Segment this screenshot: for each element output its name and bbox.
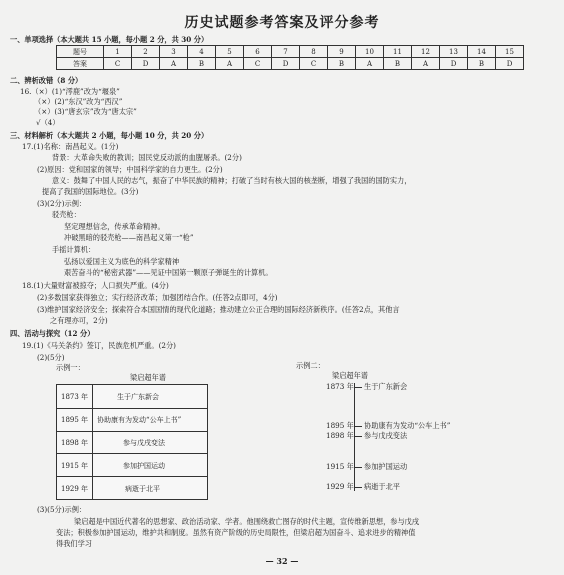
chronicle-year: 1915 年 xyxy=(61,462,89,470)
example-1-label: 示例一： xyxy=(56,363,85,372)
answer-line: 18.(1)大量财富被掠夺；人口损失严重。(4分) xyxy=(22,281,169,290)
timeline-tick xyxy=(354,487,362,488)
row-divider xyxy=(57,408,207,409)
chronicle-event: 参加护国运动 xyxy=(123,462,165,470)
question-number: 4 xyxy=(188,46,216,58)
answer-line: (2)多数国家获得独立；实行经济改革；加强团结合作。(任答2点即可，4分) xyxy=(37,293,278,302)
row-divider xyxy=(57,476,207,477)
question-number: 2 xyxy=(132,46,160,58)
question-number: 10 xyxy=(356,46,384,58)
answer-cell: C xyxy=(104,58,132,70)
answer-cell: B xyxy=(328,58,356,70)
answer-line: 艰苦奋斗的“秘密武器”——见证中国第一颗原子弹诞生的计算机。 xyxy=(64,268,273,277)
row-divider xyxy=(57,431,207,432)
question-number: 5 xyxy=(216,46,244,58)
question-number: 11 xyxy=(384,46,412,58)
timeline-year: 1929 年 xyxy=(326,482,354,491)
question-number: 3 xyxy=(160,46,188,58)
timeline-tick xyxy=(354,467,362,468)
answer-line: (3)维护国家经济安全；探索符合本国国情的现代化道路；推动建立公正合理的国际经济新秩序。(任答2点，其他言 xyxy=(37,305,400,314)
answer-line: (2)(5分) xyxy=(37,353,65,362)
timeline-year: 1873 年 xyxy=(326,382,354,391)
chronicle-year: 1898 年 xyxy=(61,439,89,447)
correction-line: 16.（×）(1)“澪鹿”改为“堰泉” xyxy=(20,87,120,96)
answer-line: 冲破黑暗的驳壳枪——南昌起义第一“枪” xyxy=(64,233,194,242)
answer-table-header-row xyxy=(57,46,524,58)
answer-cell: A xyxy=(216,58,244,70)
answer-cell: D xyxy=(132,58,160,70)
question-number: 8 xyxy=(300,46,328,58)
column-divider xyxy=(92,385,93,499)
answer-line: (2)原因：党和国家的领导；中国科学家的自力更生。(2分) xyxy=(37,165,223,174)
answer-line: 背景：大革命失败的教训；国民党反动派的血腥屠杀。(2分) xyxy=(52,153,242,162)
answer-cell: A xyxy=(412,58,440,70)
question-number: 15 xyxy=(496,46,524,58)
table-header-label: 题号 xyxy=(57,46,104,58)
page-title: 历史试题参考答案及评分参考 xyxy=(184,15,380,31)
answer-line: 弘扬以爱国主义为底色的科学家精神 xyxy=(64,257,180,266)
answer-line: (3)(2分)示例： xyxy=(37,199,87,208)
example-1-chronicle-box xyxy=(56,384,208,500)
answer-cell: C xyxy=(300,58,328,70)
chronicle-event: 协助康有为发动“公车上书” xyxy=(97,416,182,424)
answer-table-answer-row xyxy=(57,58,524,70)
answer-line: 19.(1)《马关条约》签订，民族危机严重。(2分) xyxy=(22,341,176,350)
example-2-title: 梁启超年谱 xyxy=(332,371,368,380)
chronicle-event: 参与戊戌变法 xyxy=(123,439,165,447)
chronicle-event: 病逝于北平 xyxy=(125,485,160,493)
timeline-event: 协助康有为发动“公车上书” xyxy=(364,421,451,430)
answer-line: 梁启超是中国近代著名的思想家、政治活动家、学者。他围绕救亡图存的时代主题，宣传维新思想，参与戊戌 xyxy=(74,517,420,526)
answer-cell: B xyxy=(188,58,216,70)
question-number: 7 xyxy=(272,46,300,58)
timeline-event: 病逝于北平 xyxy=(364,482,400,491)
timeline-axis xyxy=(354,383,355,491)
answer-cell: A xyxy=(356,58,384,70)
answer-cell: B xyxy=(384,58,412,70)
section-1-heading: 一、单项选择（本大题共 15 小题，每小题 2 分，共 30 分） xyxy=(10,35,209,44)
timeline-event: 参加护国运动 xyxy=(364,462,408,471)
example-2-label: 示例二： xyxy=(296,361,325,370)
answer-line: 提高了我国的国际地位。(3分) xyxy=(42,187,139,196)
answer-cell: D xyxy=(272,58,300,70)
section-2-heading: 二、辨析改错（8 分） xyxy=(10,76,83,85)
answer-line: (3)(5分)示例： xyxy=(37,505,87,514)
answer-line: 坚定理想信念，传承革命精神。 xyxy=(64,222,165,231)
answer-line: 之有理亦可，2分) xyxy=(50,316,108,325)
answer-cell: A xyxy=(160,58,188,70)
question-number: 1 xyxy=(104,46,132,58)
timeline-year: 1895 年 xyxy=(326,421,354,430)
question-number: 14 xyxy=(468,46,496,58)
question-number: 9 xyxy=(328,46,356,58)
answer-cell: B xyxy=(468,58,496,70)
timeline-event: 生于广东新会 xyxy=(364,382,408,391)
page-number: — 32 — xyxy=(265,556,299,566)
table-answer-label: 答案 xyxy=(57,58,104,70)
answer-line: 手摇计算机： xyxy=(52,245,96,254)
answer-line: 得我们学习 xyxy=(56,539,92,548)
chronicle-event: 生于广东新会 xyxy=(117,393,159,401)
chronicle-year: 1929 年 xyxy=(61,485,89,493)
timeline-tick xyxy=(354,436,362,437)
timeline-event: 参与戊戌变法 xyxy=(364,431,408,440)
timeline-tick xyxy=(354,387,362,388)
example-1-title: 梁启超年谱 xyxy=(130,373,166,382)
answer-line: 驳壳枪： xyxy=(52,210,81,219)
question-number: 12 xyxy=(412,46,440,58)
chronicle-year: 1873 年 xyxy=(61,393,89,401)
correction-line: √（4） xyxy=(36,118,60,127)
answer-line: 17.(1)名称：南昌起义。(1分) xyxy=(22,142,119,151)
timeline-tick xyxy=(354,426,362,427)
answer-line: 意义：鼓舞了中国人民的志气，振奋了中华民族的精神；打破了当时有核大国的核垄断，增强了我国的国防实力， xyxy=(52,176,412,185)
correction-line: （×）(3)“唐玄宗”改为“唐太宗” xyxy=(34,107,137,116)
question-number: 6 xyxy=(244,46,272,58)
question-number: 13 xyxy=(440,46,468,58)
row-divider xyxy=(57,453,207,454)
correction-line: （×）(2)“东汉”改为“西汉” xyxy=(34,97,123,106)
answer-line: 变法；积极参加护国运动，维护共和制度。虽然有资产阶级的历史局限性，但梁启超为国奋斗、追求进步的精神值 xyxy=(56,528,416,537)
timeline-year: 1898 年 xyxy=(326,431,354,440)
answer-table xyxy=(56,45,524,70)
section-3-heading: 三、材料解析（本大题共 2 小题，每小题 10 分，共 20 分） xyxy=(10,131,209,140)
answer-cell: D xyxy=(440,58,468,70)
answer-cell: C xyxy=(244,58,272,70)
answer-cell: D xyxy=(496,58,524,70)
section-4-heading: 四、活动与探究（12 分） xyxy=(10,329,95,338)
timeline-year: 1915 年 xyxy=(326,462,354,471)
chronicle-year: 1895 年 xyxy=(61,416,89,424)
